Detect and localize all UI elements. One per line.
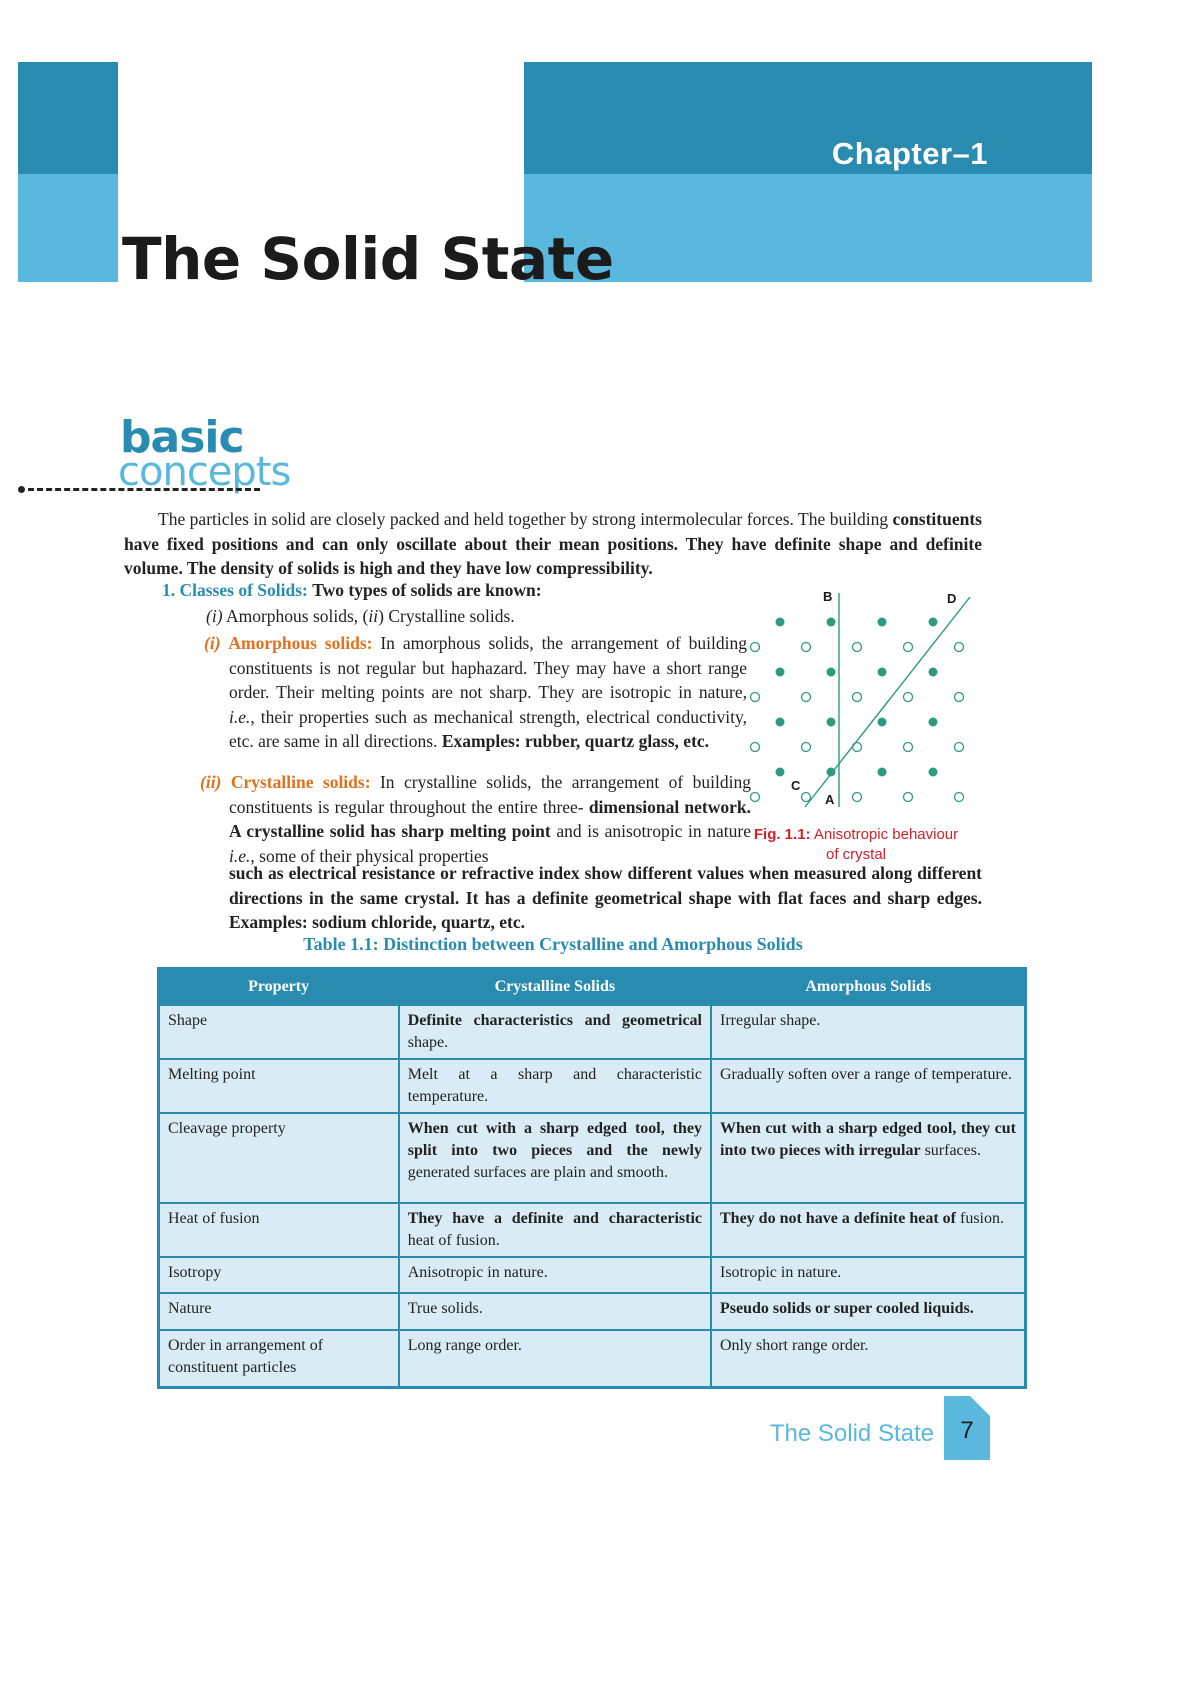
atom-solid xyxy=(827,668,836,677)
table-row xyxy=(159,1203,1026,1257)
page-number: 7 xyxy=(944,1396,990,1460)
amorphous-paragraph xyxy=(204,631,747,754)
line-cd xyxy=(805,597,970,807)
logo-dashed-rule xyxy=(28,488,260,491)
atom-open xyxy=(955,743,964,752)
atom-open xyxy=(904,793,913,802)
table-row xyxy=(159,1005,1026,1060)
amorphous-ie: i.e. xyxy=(229,706,251,727)
header-amorphous: Amorphous Solids xyxy=(711,969,1026,1005)
crystalline-ie: i.e. xyxy=(229,845,251,866)
intro-normal-text: The particles in solid are closely packed and held together by strong intermolecular forces. The building xyxy=(158,509,893,529)
atom-open xyxy=(853,643,862,652)
atom-open xyxy=(904,643,913,652)
cell-property: Heat of fusion xyxy=(159,1203,399,1257)
types-line xyxy=(206,604,726,629)
cell-amorphous: Irregular shape. xyxy=(711,1005,1026,1060)
cell-property: Cleavage property xyxy=(159,1113,399,1203)
page-corner-fold xyxy=(970,1396,990,1416)
crystalline-bold-1: dimensional network. A crystalline solid has sharp melting point xyxy=(229,796,752,841)
types-marker-ii: ii xyxy=(368,606,379,626)
cell-property: Isotropy xyxy=(159,1257,399,1293)
chapter-label: Chapter–1 xyxy=(831,136,988,171)
types-marker-i: (i) xyxy=(206,606,223,626)
table-header-row xyxy=(159,969,1026,1005)
cell-crystalline: Definite characteristics and geometrical shape. xyxy=(399,1005,711,1060)
atom-open xyxy=(802,743,811,752)
atom-solid xyxy=(827,718,836,727)
amorphous-text-1: In amorphous solids, the arrangement of building constituents is not regular but haphazard. They may have a short range order. Their melting points are not sharp. They are isotropic in nature, xyxy=(229,633,747,702)
cell-property: Nature xyxy=(159,1293,399,1330)
figure-caption-line2: of crystal xyxy=(825,846,886,863)
amorphous-marker: (i) xyxy=(204,633,221,653)
table-row xyxy=(159,1257,1026,1293)
cell-property: Order in arrangement of constituent particles xyxy=(159,1330,399,1387)
amorphous-text-2: , their properties such as mechanical strength, electrical conductivity, etc. are same in all directions. xyxy=(229,706,747,751)
atom-solid xyxy=(878,768,887,777)
atom-open xyxy=(904,693,913,702)
section1-title: Classes of Solids: xyxy=(179,580,308,600)
atom-open xyxy=(802,793,811,802)
crystalline-heading: Crystalline solids: xyxy=(230,772,371,792)
header-block-right-dark xyxy=(524,62,1092,174)
header-block-left-dark xyxy=(18,62,118,174)
atom-open xyxy=(751,743,760,752)
atom-open xyxy=(751,643,760,652)
atom-solid xyxy=(776,768,785,777)
logo-basic-word: basic xyxy=(120,412,244,463)
label-b: B xyxy=(823,589,833,604)
atom-open xyxy=(802,693,811,702)
table-row xyxy=(159,1330,1026,1387)
atom-solid xyxy=(929,618,938,627)
atom-solid xyxy=(878,618,887,627)
label-a: A xyxy=(825,792,835,807)
crystalline-bold-2: such as electrical resistance or refractive index show different values when measured along different directions in the same crystal. It has a definite geometrical shape with flat faces and sharp edges. Examples: sodium chloride, quartz, etc. xyxy=(229,863,982,932)
cell-crystalline: They have a definite and characteristic heat of fusion. xyxy=(399,1203,711,1257)
atom-solid xyxy=(929,718,938,727)
table-row xyxy=(159,1059,1026,1113)
atom-open xyxy=(802,643,811,652)
section1-lead: Two types of solids are known: xyxy=(312,580,542,600)
amorphous-heading: Amorphous solids: xyxy=(228,633,373,653)
cell-property: Melting point xyxy=(159,1059,399,1113)
table-row xyxy=(159,1293,1026,1330)
atom-open xyxy=(955,693,964,702)
cell-crystalline: Melt at a sharp and characteristic temperature. xyxy=(399,1059,711,1113)
footer-running-title: The Solid State xyxy=(769,1420,934,1447)
figure-caption-text: Anisotropic behaviour xyxy=(810,826,959,843)
types-text-2: ) Crystalline solids. xyxy=(378,606,515,626)
logo-concepts-word: concepts xyxy=(118,449,291,495)
cell-crystalline: Long range order. xyxy=(399,1330,711,1387)
crystalline-text-2: and is anisotropic in nature xyxy=(550,821,751,841)
cell-property: Shape xyxy=(159,1005,399,1060)
atom-open xyxy=(955,643,964,652)
atom-solid xyxy=(878,668,887,677)
cell-amorphous: They do not have a definite heat of fusion. xyxy=(711,1203,1026,1257)
intro-bold-text: constituents have fixed positions and can only oscillate about their mean positions. They have definite shape and definite volume. The density of solids is high and they have low compressibility. xyxy=(124,509,982,578)
atom-solid xyxy=(827,618,836,627)
atom-solid xyxy=(776,718,785,727)
cell-amorphous: Pseudo solids or super cooled liquids. xyxy=(711,1293,1026,1330)
figure-caption-label: Fig. 1.1: xyxy=(753,826,811,843)
cell-crystalline: When cut with a sharp edged tool, they split into two pieces and the newly generated surfaces are plain and smooth. xyxy=(399,1113,711,1203)
header-block-left-light xyxy=(18,174,118,282)
amorphous-examples: Examples: rubber, quartz glass, etc. xyxy=(441,731,710,751)
cell-crystalline: Anisotropic in nature. xyxy=(399,1257,711,1293)
atom-open xyxy=(751,693,760,702)
crystalline-text-1: In crystalline solids, the arrangement of building constituents is regular throughout the entire three- xyxy=(229,772,751,817)
header-crystalline: Crystalline Solids xyxy=(399,969,711,1005)
atom-solid xyxy=(929,768,938,777)
atom-open xyxy=(904,743,913,752)
page-title: The Solid State xyxy=(122,225,614,293)
crystalline-text-3: , some of their physical properties xyxy=(250,845,489,866)
types-text-1: Amorphous solids, ( xyxy=(222,606,369,626)
atom-open xyxy=(751,793,760,802)
header-property: Property xyxy=(159,969,399,1005)
atom-solid xyxy=(878,718,887,727)
section1-number: 1. xyxy=(162,580,176,600)
cell-amorphous: Only short range order. xyxy=(711,1330,1026,1387)
table-row xyxy=(159,1113,1026,1203)
crystalline-paragraph-top xyxy=(200,770,751,868)
atom-open xyxy=(955,793,964,802)
distinction-table xyxy=(157,967,1027,1389)
atom-solid xyxy=(776,618,785,627)
table-title: Table 1.1: Distinction between Crystalline and Amorphous Solids xyxy=(303,934,803,954)
cell-crystalline: True solids. xyxy=(399,1293,711,1330)
label-d: D xyxy=(947,591,957,606)
atom-open xyxy=(853,693,862,702)
logo-dot-icon xyxy=(18,486,25,493)
intro-paragraph xyxy=(124,507,982,581)
cell-amorphous: Gradually soften over a range of temperature. xyxy=(711,1059,1026,1113)
section1-heading xyxy=(162,578,722,603)
anisotropy-figure xyxy=(735,585,985,815)
atom-solid xyxy=(929,668,938,677)
crystalline-marker: (ii) xyxy=(200,772,222,792)
atom-solid xyxy=(776,668,785,677)
cell-amorphous: Isotropic in nature. xyxy=(711,1257,1026,1293)
figure-caption xyxy=(745,825,967,865)
cell-amorphous: When cut with a sharp edged tool, they cut into two pieces with irregular surfaces. xyxy=(711,1113,1026,1203)
label-c: C xyxy=(791,778,801,793)
atom-open xyxy=(853,793,862,802)
